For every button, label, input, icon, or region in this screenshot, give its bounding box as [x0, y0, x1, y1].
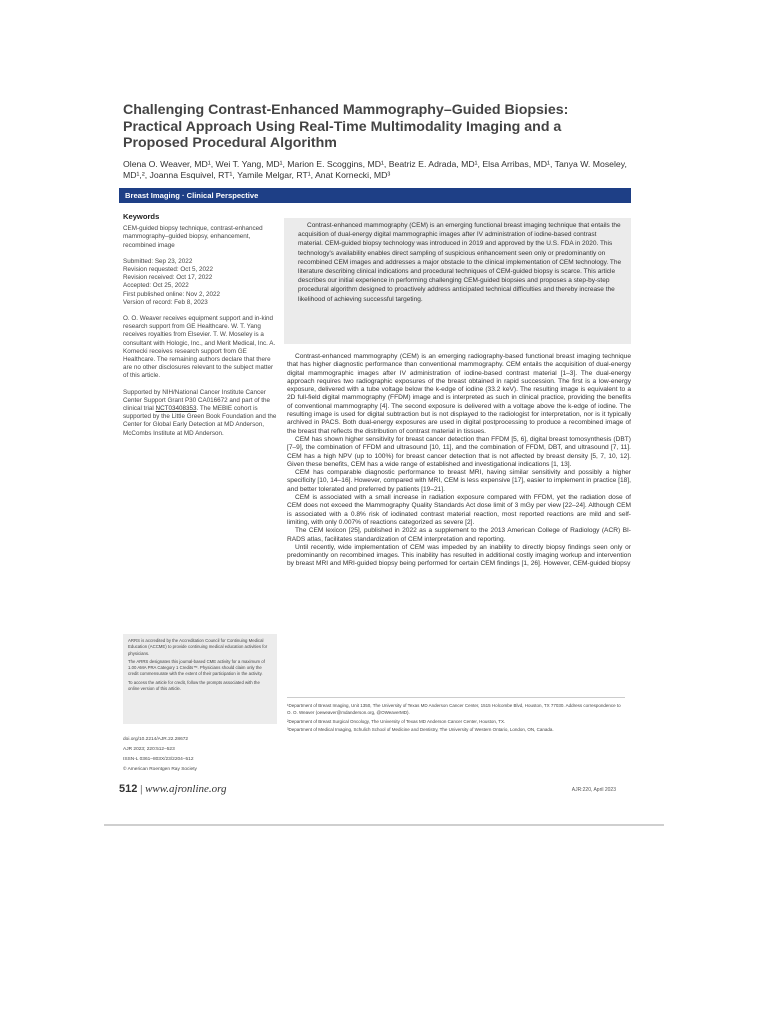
- citation: AJR 2023; 220:512–523: [123, 747, 175, 752]
- clinical-trial-link[interactable]: NCT03408353: [155, 405, 197, 413]
- cme-accreditation: ARRS is accredited by the Accreditation Council for Continuing Medical Education (ACCME) to provide continuing medical education activities for physicians.: [128, 638, 268, 656]
- affiliation-footnotes: [287, 697, 625, 735]
- abstract-box: Contrast-enhanced mammography (CEM) is an emerging functional breast imaging technique that entails the acquisition of dual-energy digital mammographic images after IV administration of iodine-based contrast material. CEM-guided biopsy technology was introduced in 2019 and approved by the U.S. FDA in 2020. This technology's availability enables direct sampling of suspicious enhancement seen only or predominantly on recombined CEM images and addresses a major obstacle to the clinical implementation of CEM technology. The literature describing clinical indications and procedural techniques of CEM-guided biopsy is scarce. This article describes our initial experience in performing challenging CEM-guided biopsies and proposes a step-by-step procedural algorithm designed to proactively address anticipated technical difficulties and thereby increase the likelihood of achieving successful targeting.: [284, 218, 631, 344]
- article-dates: [123, 258, 279, 307]
- date-first-published: First published online: Nov 2, 2022: [123, 290, 220, 298]
- cme-access: To access the article for credit, follow the prompts associated with the online version of this article.: [128, 679, 260, 692]
- footer-separator: |: [140, 783, 143, 795]
- funding-text: [123, 389, 279, 438]
- funding-text-before: Supported by NIH/National Cancer Institute Cancer Center Support Grant P30 CA016672 and part of the clinical trial: [123, 388, 271, 413]
- page-number: 512: [119, 783, 138, 795]
- funding-text-after: . The MEBIE cohort is supported by the Little Green Book Foundation and the Center for Global Early Detection at MD Anderson, McCombs Institute at MD Anderson.: [123, 405, 277, 437]
- doi-link[interactable]: doi.org/10.2214/AJR.22.28672: [123, 737, 189, 742]
- issn: ISSN-L 0361–803X/23/2204–512: [123, 757, 194, 762]
- body-paragraph: CEM is associated with a small increase in radiation exposure compared with FFDM, yet the radiation dose of CEM does not exceed the Mammography Quality Standards Act dose limit of 3 mGy per view [22–24]. Although CEM is associated with a 0.8% risk of iodinated contrast material reaction, most reported reactions are mild and self-limiting, with only 0.007% of reactions categorized as severe [2].: [287, 494, 631, 526]
- date-revision-requested: Revision requested: Oct 5, 2022: [123, 266, 213, 274]
- body-paragraph: Contrast-enhanced mammography (CEM) is an emerging radiography-based functional breast imaging technique that has higher diagnostic performance than conventional mammography. CEM entails the acquisition of dual-energy digital mammographic images after IV administration of iodine-based contrast material [1–3]. The dual-energy approach requires two radiographic exposures of the breast obtained in rapid succession. The first is a low-energy exposure, delivered with a tube voltage below the k-edge of iodine (33.2 keV). The resulting image is equivalent to a 2D full-field digital mammography (FFDM) image and is interpreted as such in clinical practice, providing the benefits of conventional mammography [4]. The second exposure is delivered with a voltage above the k-edge of iodine. The resulting image is used for digital subtraction but is not displayed to the radiologist for interpretation, nor is it typically archived in PACS. Both dual-energy exposures are used in digital postprocessing to produce a recombined image of the breast that reflects the distribution of contrast material in tissues.: [287, 353, 631, 435]
- page-footer: [119, 783, 227, 795]
- date-version-of-record: Version of record: Feb 8, 2023: [123, 298, 208, 306]
- footnote-2: ²Department of Breast Surgical Oncology, The University of Texas MD Anderson Cancer Center, Houston, TX.: [287, 718, 506, 724]
- journal-issue: AJR:220, April 2023: [571, 787, 616, 793]
- cme-credit: The ARRS designates this journal-based CME activity for a maximum of 1.00 AMA PRA Category 1 Credits™. Physicians should claim only the credit commensurate with the extent of their participation in the activity.: [128, 658, 265, 677]
- keywords-text: CEM-guided biopsy technique, contrast-enhanced mammography–guided biopsy, enhancement, recombined image: [123, 225, 263, 249]
- copyright: © American Roentgen Ray Society: [123, 767, 197, 772]
- footnote-3: ³Department of Medical Imaging, Schulich School of Medicine and Dentistry, The University of Western Ontario, London, ON, Canada.: [287, 727, 554, 733]
- date-revision-received: Revision received: Oct 17, 2022: [123, 274, 213, 282]
- date-submitted: Submitted: Sep 23, 2022: [123, 257, 193, 265]
- body-paragraph: CEM has shown higher sensitivity for breast cancer detection than FFDM [5, 6], digital breast tomosynthesis (DBT) [7–9], the combination of FFDM and ultrasound [10, 11], and the combination of FFDM, DBT, and ultrasound [7, 11]. CEM has a high NPV (up to 100%) for breast cancer detection that is not affected by breast density [5, 7, 10, 12]. Given these benefits, CEM has a wide range of established and investigational indications [1, 13].: [287, 435, 631, 468]
- body-paragraph: CEM has comparable diagnostic performance to breast MRI, having similar sensitivity and possibly a higher specificity [10, 14–16]. However, compared with MRI, CEM is less expensive [17], easier to implement in practice [18], and better tolerated and preferred by patients [19–21].: [287, 469, 631, 493]
- section-banner: Breast Imaging · Clinical Perspective: [119, 188, 631, 203]
- disclosures-text: O. O. Weaver receives equipment support and in-kind research support from GE Healthcare. W. T. Yang receives royalties from Elsevier. T. W. Moseley is a consultant with Hologic, Inc., and Merit Medical, Inc. A. Kornecki receives research support from GE Healthcare. The remaining authors declare that there are no other disclosures relevant to the subject matter of this article.: [123, 315, 276, 380]
- body-paragraph: The CEM lexicon [25], published in 2022 as a supplement to the 2013 American College of Radiology (ACR) BI-RADS atlas, facilitates standardization of CEM interpretation and reporting.: [287, 527, 631, 543]
- footnote-1: ¹Department of Breast Imaging, Unit 1350, The University of Texas MD Anderson Cancer Center, 1515 Holcombe Blvd, Houston, TX 77030. Address correspondence to O. O. Weaver (oeweaver@mdanderson.org, @OWeaverMD).: [287, 703, 621, 716]
- cme-box: [123, 634, 277, 724]
- body-text: [287, 353, 631, 569]
- sidebar: [123, 213, 279, 446]
- author-list: Olena O. Weaver, MD¹, Wei T. Yang, MD¹, Marion E. Scoggins, MD¹, Beatriz E. Adrada, MD¹, Elsa Arribas, MD¹, Tanya W. Moseley, MD¹,², Joanna Esquivel, RT¹, Yamile Melgar, RT¹, Anat Kornecki, MD³: [123, 159, 627, 181]
- article-page: [104, 86, 664, 826]
- journal-url-link[interactable]: www.ajronline.org: [145, 783, 227, 795]
- article-meta: [123, 735, 279, 775]
- article-title: Challenging Contrast-Enhanced Mammography–Guided Biopsies: Practical Approach Using Real-Time Multimodality Imaging and a Proposed Procedural Algorithm: [123, 102, 569, 151]
- keywords-heading: Keywords: [123, 212, 160, 221]
- date-accepted: Accepted: Oct 25, 2022: [123, 282, 189, 290]
- body-paragraph: Until recently, wide implementation of CEM was impeded by an inability to directly biopsy findings seen only or predominantly on recombined images. This inability has resulted in additional costly imaging workup and intervention by breast MRI and MRI-guided biopsy being performed for certain CEM findings [1, 26]. However, CEM-guided biopsy: [287, 543, 631, 568]
